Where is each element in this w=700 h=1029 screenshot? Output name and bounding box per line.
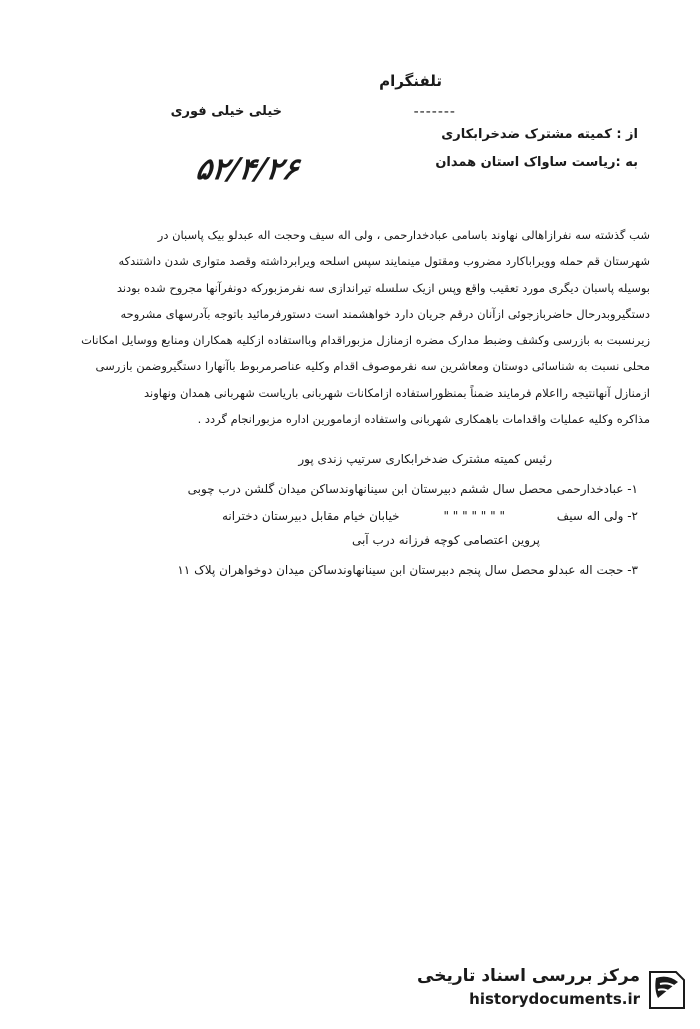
body-line: شهرستان قم حمله وویراباکارد مضروب ومقتول مینمایند سپس اسلحه ویرابرداشته وقصد متواری شدن داشتندکه <box>118 254 650 269</box>
list-item <box>222 509 638 523</box>
recipient-line: به :ریاست ساواک استان همدان <box>435 155 638 170</box>
handwritten-number: ۵۲/۴/۲۶ <box>193 152 301 187</box>
message-body <box>50 222 650 432</box>
document-title: تلفنگرام <box>379 72 442 90</box>
list-item: ۱- عبادخدارحمی محصل سال ششم دبیرستان ابن سینانهاوندساکن میدان گلشن درب چوبی <box>187 482 638 496</box>
priority-label: خیلی خیلی فوری <box>170 104 282 119</box>
watermark-text-fa: مرکز بررسی اسناد تاریخی <box>417 966 640 986</box>
document-seal-icon <box>644 968 686 1012</box>
body-line: شب گذشته سه نفرازاهالی نهاوند باسامی عبادخدارحمی ، ولی اله سیف وحجت اله عبدلو بیک پاسبان در <box>157 228 650 242</box>
signer-line: رئیس کمیته مشترک ضدخرابکاری سرتیپ زندی پور <box>298 452 552 466</box>
body-line: محلی نسبت به شناسائی دوستان ومعاشرین سه نفرموصوف اقدام وکلیه عناصرمربوط باآنهارا دستگیروضمن بازرسی <box>95 359 650 374</box>
list-item: ۳- حجت اله عبدلو محصل سال پنجم دبیرستان ابن سینانهاوندساکن میدان دوخواهران پلاک ۱۱ <box>177 563 638 577</box>
watermark-text-en: historydocuments.ir <box>469 990 640 1008</box>
body-line: بوسیله پاسبان دیگری مورد تعقیب واقع وپس ازیک سلسله تیراندازی سه نفرمزبورکه دونفرآنها مجروح شده بودند <box>116 280 650 295</box>
body-line: دستگیروبدرحال حاضربازجوئی ازآنان درقم جریان دارد خواهشمند است دستورفرمائید باتوجه بآدرسهای مشروحه <box>120 306 650 321</box>
sender-line: از : کمیته مشترک ضدخرابکاری <box>441 127 638 142</box>
body-line: مذاکره وکلیه عملیات واقدامات باهمکاری شهربانی واستفاده ازمامورین اداره مزبورانجام گردد . <box>197 412 650 427</box>
body-line: زیرنسبت به بازرسی وکشف وضبط مدارک مضره ازمنازل مزبوراقدام وبااستفاده ازکلیه همکاران ومنابع ووسایل امکانات <box>81 333 650 348</box>
ditto-marks: " " " " " " " <box>443 509 505 523</box>
list-item-address: خیابان خیام مقابل دبیرستان دخترانه <box>221 509 400 523</box>
watermark-logo <box>404 964 686 1016</box>
title-underline: ------- <box>413 104 456 120</box>
list-item-name: ۲- ولی اله سیف <box>556 509 638 523</box>
list-item-continuation: پروین اعتصامی کوچه فرزانه درب آبی <box>351 533 540 547</box>
body-line: ازمنازل آنهانتیجه رااعلام فرمایند ضمناً بمنظوراستفاده ازامکانات شهربانی باریاست شهربانی همدان ونهاوند <box>144 385 650 400</box>
